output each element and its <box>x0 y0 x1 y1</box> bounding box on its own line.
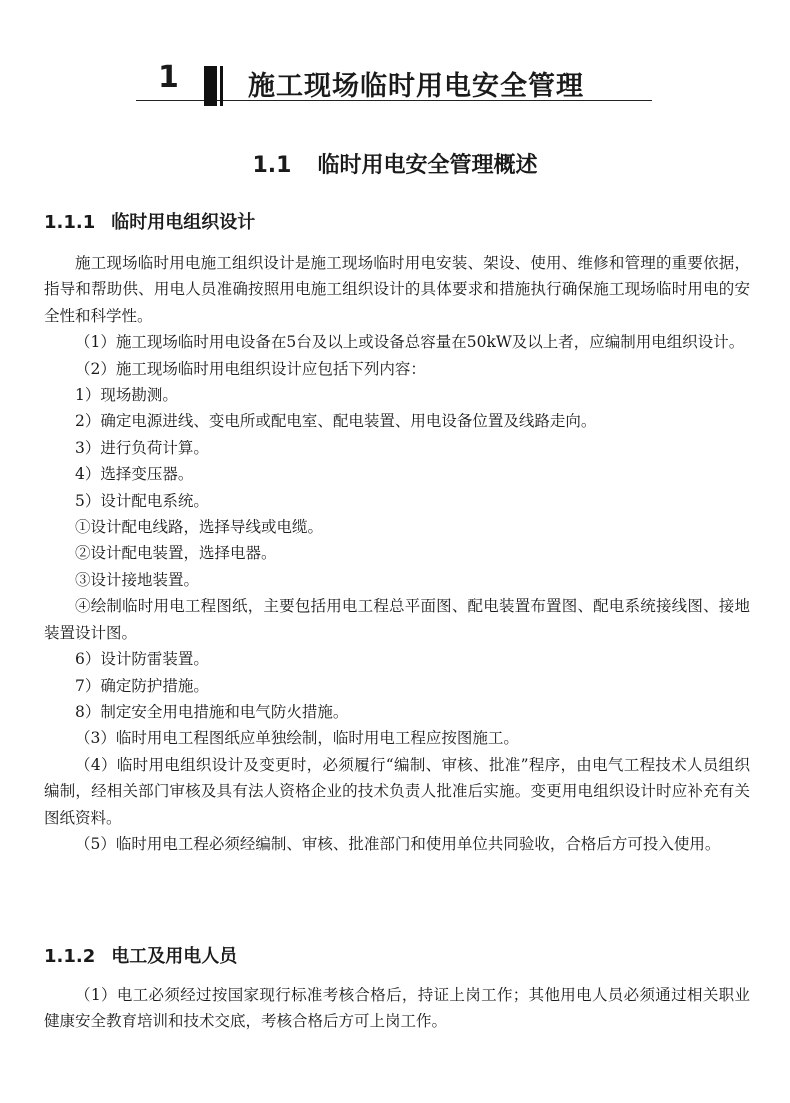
section-number: 1.1 <box>252 153 292 178</box>
section-title: 临时用电安全管理概述 <box>317 153 538 178</box>
paragraph: （2）施工现场临时用电组织设计应包括下列内容： <box>75 359 426 378</box>
subsection-number: 1.1.2 <box>44 946 96 967</box>
paragraph: （1）施工现场临时用电设备在5台及以上或设备总容量在50kW及以上者，应编制用电组织设计。 <box>75 333 745 352</box>
section-heading <box>0 148 790 179</box>
paragraph: （5）临时用电工程必须经编制、审核、批准部门和使用单位共同验收，合格后方可投入使用。 <box>75 834 721 853</box>
paragraph: ④绘制临时用电工程图纸，主要包括用电工程总平面图、配电装置布置图、配电系统接线图、接地装置设计图。 <box>44 597 750 642</box>
paragraph: 施工现场临时用电施工组织设计是施工现场临时用电安装、架设、使用、维修和管理的重要依据，指导和帮助供、用电人员准确按照用电施工组织设计的具体要求和措施执行确保施工现场临时用电的安全性和科学性。 <box>44 254 750 325</box>
paragraph: 7）确定防护措施。 <box>75 676 209 695</box>
paragraph: ③设计接地装置。 <box>75 570 200 589</box>
chapter-number: 1 <box>158 60 179 95</box>
paragraph: 4）选择变压器。 <box>75 465 194 484</box>
paragraph: 8）制定安全用电措施和电气防火措施。 <box>75 702 349 721</box>
subsection-2-body <box>44 982 750 1035</box>
subsection-1-body <box>44 250 750 857</box>
chapter-header <box>136 56 652 108</box>
paragraph: （4）临时用电组织设计及变更时，必须履行“编制、审核、批准”程序，由电气工程技术人员组织编制，经相关部门审核及具有法人资格企业的技术负责人批准后实施。变更用电组织设计时应补充有关图纸资料。 <box>44 755 750 827</box>
subsection-title: 电工及用电人员 <box>111 946 238 967</box>
subsection-heading-1 <box>44 208 255 234</box>
paragraph: （1）电工必须经过按国家现行标准考核合格后，持证上岗工作；其他用电人员必须通过相关职业健康安全教育培训和技术交底，考核合格后方可上岗工作。 <box>44 986 750 1031</box>
subsection-heading-2 <box>44 942 237 968</box>
paragraph: 3）进行负荷计算。 <box>75 438 209 457</box>
chapter-bar-thick <box>204 66 217 106</box>
chapter-title: 施工现场临时用电安全管理 <box>248 71 584 102</box>
paragraph: 1）现场勘测。 <box>75 386 178 405</box>
paragraph: ①设计配电线路，选择导线或电缆。 <box>75 518 324 537</box>
subsection-number: 1.1.1 <box>44 212 96 233</box>
paragraph: 5）设计配电系统。 <box>75 491 209 510</box>
paragraph: 2）确定电源进线、变电所或配电室、配电装置、用电设备位置及线路走向。 <box>75 412 597 431</box>
paragraph: （3）临时用电工程图纸应单独绘制，临时用电工程应按图施工。 <box>75 729 519 748</box>
chapter-bar-thin <box>220 66 223 106</box>
paragraph: 6）设计防雷装置。 <box>75 650 209 669</box>
subsection-title: 临时用电组织设计 <box>111 212 256 233</box>
paragraph: ②设计配电装置，选择电器。 <box>75 544 277 563</box>
